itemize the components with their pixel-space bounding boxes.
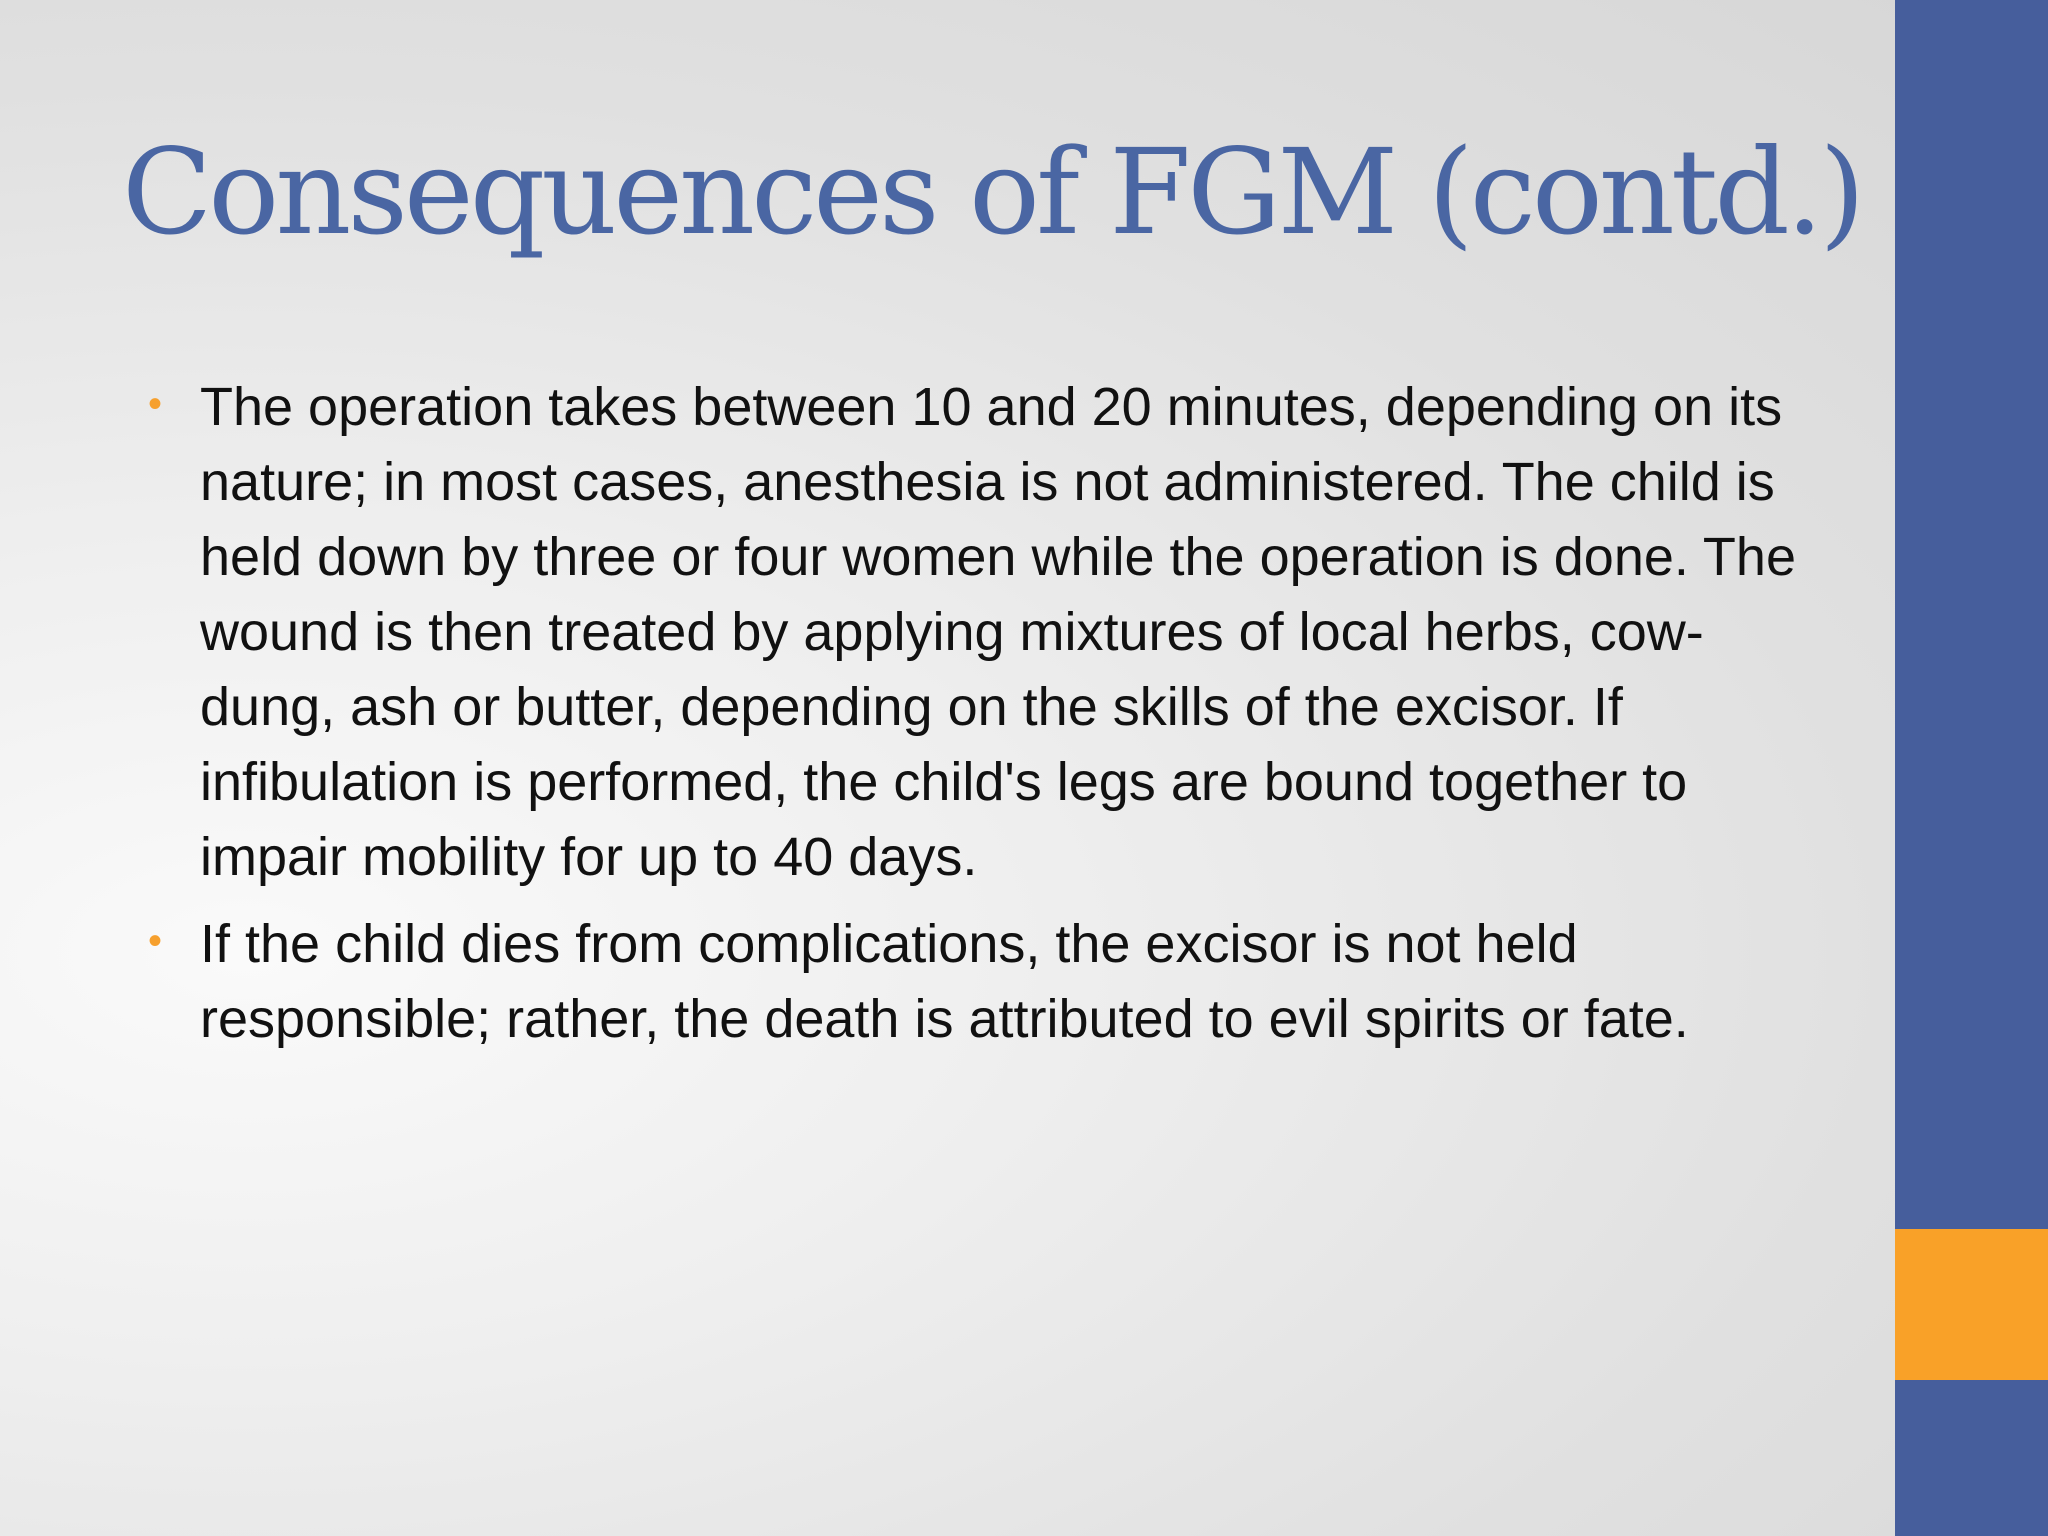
side-bar-accent-block bbox=[1895, 1229, 2048, 1380]
bullet-list bbox=[148, 370, 1808, 1069]
bullet-text: If the child dies from complications, the excisor is not held responsible; rather, the death is attributed to evil spirits or fate. bbox=[200, 914, 1689, 1049]
slide-title: Consequences of FGM (contd.) bbox=[122, 123, 1862, 261]
bullet-item bbox=[148, 370, 1808, 895]
bullet-dot-icon: • bbox=[148, 919, 163, 963]
bullet-item bbox=[148, 907, 1808, 1057]
bullet-text: The operation takes between 10 and 20 minutes, depending on its nature; in most cases, anesthesia is not administered. The child is held down by three or four women while the operation is done. The wound is then treated by applying mixtures of local herbs, cow-dung, ash or butter, depending on the skills of the excisor. If infibulation is performed, the child's legs are bound together to impair mobility for up to 40 days. bbox=[200, 377, 1796, 887]
bullet-dot-icon: • bbox=[148, 382, 163, 426]
